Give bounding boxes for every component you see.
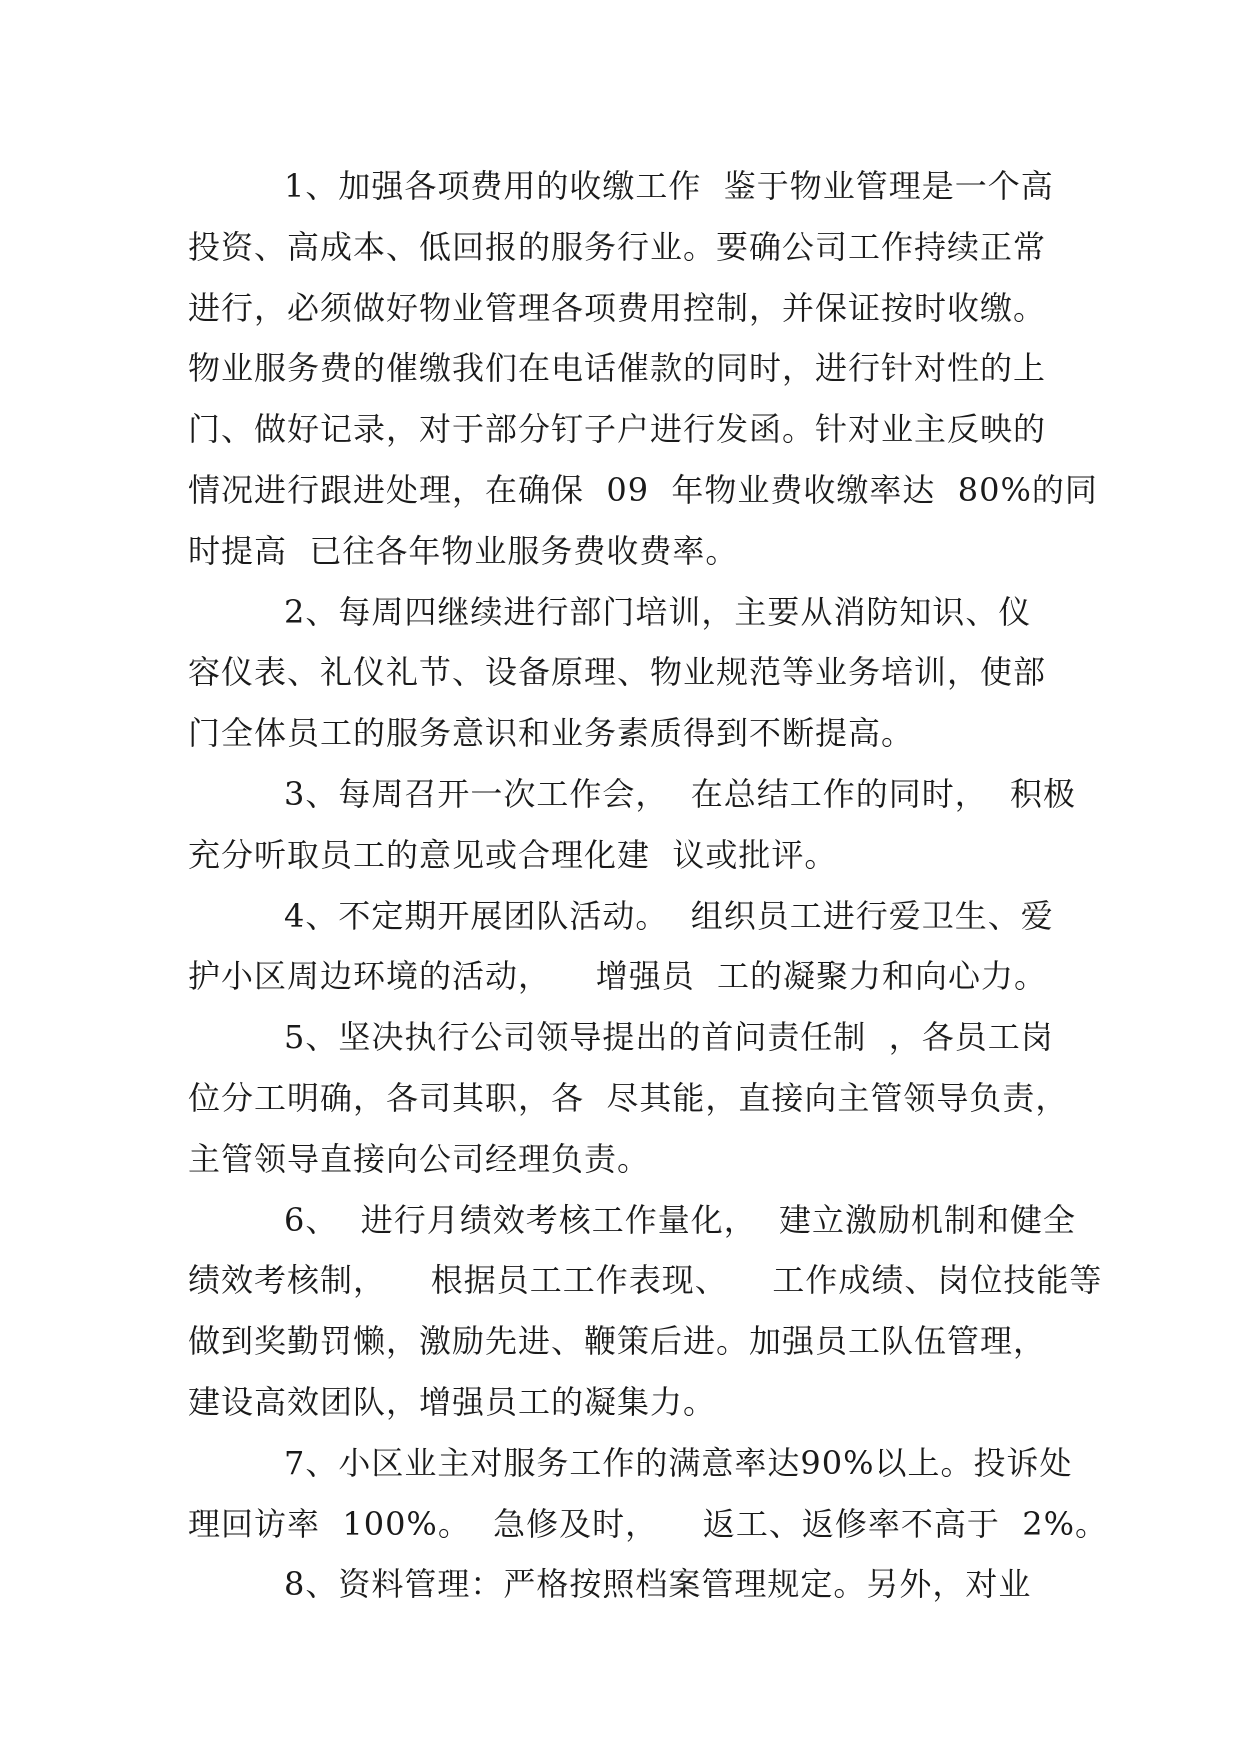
text-line: 物业服务费的催缴我们在电话催款的同时，进行针对性的上 [188,349,1047,388]
text-line: 做到奖勤罚懒，激励先进、鞭策后进。加强员工队伍管理， [188,1322,1047,1361]
text-line: 情况进行跟进处理，在确保 09 年物业费收缴率达 80%的同 [188,470,1098,509]
text-line: 容仪表、礼仪礼节、设备原理、物业规范等业务培训，使部 [188,653,1047,692]
paragraph-first-line: 8、资料管理：严格按照档案管理规定。另外，对业 [284,1565,1032,1604]
text-line: 主管领导直接向公司经理负责。 [188,1139,651,1178]
document-body [188,156,1108,1615]
text-line: 进行，必须做好物业管理各项费用控制，并保证按时收缴。 [188,288,1047,327]
paragraph-first-line: 3、每周召开一次工作会， 在总结工作的同时， 积极 [284,774,1077,813]
paragraph-first-line: 4、不定期开展团队活动。 组织员工进行爱卫生、爱 [284,896,1054,935]
paragraph-first-line: 1、加强各项费用的收缴工作 鉴于物业管理是一个高 [284,167,1054,205]
text-line: 时提高 已往各年物业服务费收费率。 [188,531,739,570]
text-line: 位分工明确，各司其职，各 尽其能，直接向主管领导负责， [188,1078,1069,1117]
text-line: 投资、高成本、低回报的服务行业。要确公司工作持续正常 [188,227,1047,266]
text-line: 门、做好记录，对于部分钉子户进行发函。针对业主反映的 [188,410,1047,449]
text-line: 绩效考核制， 根据员工工作表现、 工作成绩、岗位技能等 [188,1261,1103,1300]
text-line: 理回访率 100%。 急修及时， 返工、返修率不高于 2%。 [188,1504,1108,1543]
text-line: 门全体员工的服务意识和业务素质得到不断提高。 [188,714,915,753]
text-line: 充分听取员工的意见或合理化建 议或批评。 [188,835,838,874]
text-line: 建设高效团队，增强员工的凝集力。 [188,1382,717,1421]
paragraph-first-line: 5、坚决执行公司领导提出的首问责任制 ，各员工岗 [284,1018,1054,1057]
text-line: 护小区周边环境的活动， 增强员 工的凝聚力和向心力。 [188,957,1048,996]
paragraph-first-line: 7、小区业主对服务工作的满意率达90%以上。投诉处 [284,1443,1073,1482]
paragraph-first-line: 2、每周四继续进行部门培训，主要从消防知识、仪 [284,592,1032,631]
paragraph-first-line: 6、 进行月绩效考核工作量化， 建立激励机制和健全 [284,1200,1077,1239]
